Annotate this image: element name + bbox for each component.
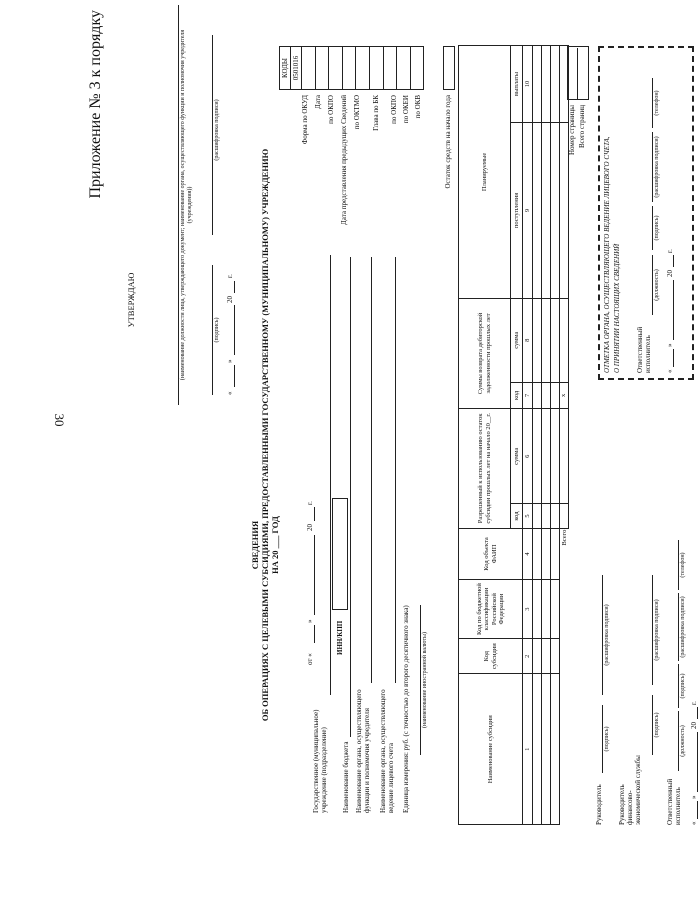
- report-year-suffix: г.: [306, 501, 314, 505]
- report-date-close: »: [306, 619, 314, 623]
- total-x-mark: х: [560, 382, 569, 408]
- sub-payments: выплаты: [511, 46, 523, 123]
- col-num-5: 5: [523, 504, 533, 528]
- col-name: Наименование субсидии: [459, 674, 523, 825]
- mark-title-line2: О ПРИНЯТИИ НАСТОЯЩИХ СВЕДЕНИЙ: [613, 243, 621, 373]
- sig-year-suffix: г.: [690, 701, 698, 705]
- sig-exec-decode-caption: (расшифровка подписи): [680, 596, 686, 658]
- code-label-okv: по ОКВ: [414, 95, 422, 119]
- code-okpo[interactable]: [315, 47, 329, 90]
- heading-line3: НА 20 ___ ГОД: [270, 516, 280, 574]
- approve-date-open: «: [226, 391, 234, 395]
- mark-executor: Ответственный исполнитель: [636, 326, 652, 373]
- col-allowed: Разрешенный к использованию остаток субсидии прошлых лет на начало 20__г.: [459, 409, 511, 528]
- code-label-bk: Глава по БК: [372, 95, 380, 131]
- sub-sum-1: сумма: [511, 409, 523, 504]
- balance-field[interactable]: [443, 46, 455, 90]
- number-row: [523, 46, 533, 825]
- currency-caption: (наименование иностранной валюты): [422, 632, 428, 728]
- approve-title: УТВЕРЖДАЮ: [126, 272, 136, 328]
- code-okud: 0501016: [291, 47, 302, 90]
- page-counter-box[interactable]: [567, 46, 589, 100]
- report-date-open: от «: [306, 653, 314, 665]
- sig-fin-head: Руководитель финансово-экономической службы: [618, 755, 642, 825]
- col-num-1: 1: [523, 674, 533, 825]
- mark-phone-caption: (телефон): [654, 90, 660, 116]
- col-num-2: 2: [523, 638, 533, 674]
- col-debts: Суммы возврата дебиторской задолженности прошлых лет: [459, 298, 511, 408]
- code-oktmo[interactable]: [342, 47, 356, 90]
- code-extra[interactable]: [410, 47, 424, 90]
- col-num-8: 8: [523, 298, 533, 382]
- code-date[interactable]: [302, 47, 316, 90]
- label-account-org: Наименование органа, осуществляющего ведение лицевого счета: [379, 689, 395, 813]
- code-label-okud: Форма по ОКУД: [301, 95, 309, 145]
- sig-exec-sign-caption: (подпись): [680, 673, 686, 699]
- col-class-code: Код по бюджетной классификации Российской Федерации: [459, 580, 523, 639]
- sig-fin-sign-caption: (подпись): [654, 712, 660, 738]
- mark-date-open: «: [666, 369, 674, 373]
- sig-year: 20: [690, 722, 698, 729]
- col-num-10: 10: [523, 46, 533, 123]
- page-number: 30: [52, 413, 67, 427]
- sub-code-2: код: [511, 382, 523, 408]
- sig-head-sign-caption: (подпись): [604, 726, 610, 752]
- mark-date-close: »: [666, 343, 674, 347]
- inn-field[interactable]: [332, 498, 348, 610]
- col-num-3: 3: [523, 580, 533, 639]
- codes-table: [279, 46, 424, 90]
- sig-exec-position-caption: (должность): [680, 725, 686, 757]
- code-okpo2[interactable]: [369, 47, 383, 90]
- sig-fin-decode-caption: (расшифровка подписи): [654, 599, 660, 661]
- code-label-oktmo: по ОКТМО: [353, 95, 361, 130]
- col-planned: Планируемые: [459, 46, 511, 299]
- approve-decode-caption: (расшифровка подписи): [214, 99, 220, 161]
- sig-exec-phone-caption: (телефон): [680, 552, 686, 578]
- heading-line1: СВЕДЕНИЯ: [250, 520, 260, 570]
- mark-decode-caption: (расшифровка подписи): [654, 136, 660, 198]
- sig-date-open: «: [690, 821, 698, 825]
- code-label-okei: по ОКЕИ: [402, 95, 410, 124]
- code-okei[interactable]: [383, 47, 397, 90]
- label-founder: Наименование органа, осуществляющего функции и полномочия учредителя: [355, 689, 371, 813]
- balance-label: Остаток средств на начало года: [444, 95, 452, 189]
- mark-year-suffix: г.: [666, 249, 674, 253]
- inn-label: ИНН/КПП: [336, 620, 344, 655]
- code-okv[interactable]: [397, 47, 411, 90]
- code-bk[interactable]: [356, 47, 370, 90]
- col-num-7: 7: [523, 382, 533, 408]
- table-row[interactable]: [533, 46, 542, 825]
- label-unit: Единица измерения: руб. (с точностью до второго десятичного знака): [402, 605, 410, 813]
- mark-sign-caption: (подпись): [654, 215, 660, 241]
- table-row[interactable]: [551, 46, 560, 825]
- approve-date-close: »: [226, 359, 234, 363]
- form-sheet: [80, 0, 698, 905]
- label-institution: Государственное (муниципальное) учреждение (подразделение): [312, 709, 328, 813]
- sig-head: Руководитель: [595, 784, 603, 825]
- mark-position-caption: (должность): [654, 269, 660, 301]
- approve-caption: (наименование должности лица, утверждающего документ; наименование органа, осуществляющего функции и полномочия учредителя (учреждения)): [180, 29, 193, 381]
- code-label-prev-date: Дата представления предыдущих Сведений: [340, 95, 348, 225]
- code-label-date: Дата: [314, 95, 322, 109]
- approve-year-suffix: г.: [226, 274, 234, 278]
- sig-date-close: »: [690, 795, 698, 799]
- col-faip: Код объекта ФАИП: [459, 528, 523, 580]
- page-total-label: Всего страниц: [578, 105, 586, 149]
- col-num-4: 4: [523, 528, 533, 580]
- code-label-okpo: по ОКПО: [327, 95, 335, 124]
- col-num-6: 6: [523, 409, 533, 504]
- sub-sum-2: сумма: [511, 298, 523, 382]
- approve-year: 20: [226, 296, 234, 303]
- sub-code-1: код: [511, 504, 523, 528]
- sub-receipts: поступления: [511, 123, 523, 299]
- mark-title-line1: ОТМЕТКА ОРГАНА, ОСУЩЕСТВЛЯЮЩЕГО ВЕДЕНИЕ ЛИЦЕВОГО СЧЕТА,: [603, 136, 611, 373]
- sig-head-decode-caption: (расшифровка подписи): [604, 604, 610, 666]
- report-year: 20: [306, 524, 314, 531]
- code-prev-date[interactable]: [329, 47, 343, 90]
- subsidy-table: [458, 45, 569, 825]
- label-budget: Наименование бюджета: [342, 741, 350, 813]
- page-number-label: Номер страницы: [568, 105, 576, 156]
- col-num-9: 9: [523, 123, 533, 299]
- appendix-title: Приложение № 3 к порядку: [87, 10, 104, 199]
- code-label-okpo2: по ОКПО: [390, 95, 398, 124]
- sig-executor: Ответственный исполнитель: [666, 778, 682, 825]
- table-row[interactable]: [542, 46, 551, 825]
- heading-line2: ОБ ОПЕРАЦИЯХ С ЦЕЛЕВЫМИ СУБСИДИЯМИ, ПРЕДОСТАВЛЕННЫМИ ГОСУДАРСТВЕННОМУ (МУНИЦИПАЛЬНОМУ) УЧРЕЖДЕНИЮ: [260, 148, 270, 722]
- codes-header: КОДЫ: [280, 47, 291, 90]
- mark-year: 20: [666, 270, 674, 277]
- approve-sign-caption: (подпись): [214, 317, 220, 343]
- total-label: Всего: [560, 529, 568, 546]
- col-code: Код субсидии: [459, 638, 523, 674]
